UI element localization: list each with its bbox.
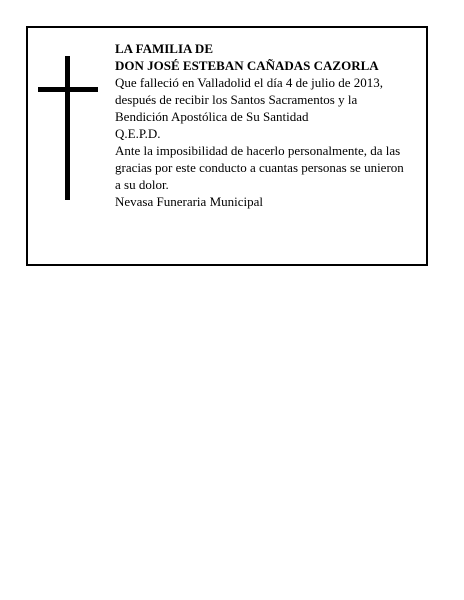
notice-body-line: después de recibir los Santos Sacramentos y la	[115, 92, 358, 107]
notice-heading-deceased-name: DON JOSÉ ESTEBAN CAÑADAS CAZORLA	[115, 58, 379, 73]
notice-body-line: Que falleció en Valladolid el día 4 de julio de 2013,	[115, 75, 383, 90]
notice-body-line: gracias por este conducto a cuantas personas se unieron	[115, 160, 404, 175]
obituary-notice	[26, 26, 428, 266]
notice-body-line: Ante la imposibilidad de hacerlo personalmente, da las	[115, 143, 401, 158]
latin-cross-icon	[38, 56, 98, 200]
notice-qepd: Q.E.P.D.	[115, 126, 161, 141]
cross-vertical-bar	[65, 56, 70, 200]
notice-funeral-home: Nevasa Funeraria Municipal	[115, 194, 264, 209]
notice-heading-family: LA FAMILIA DE	[115, 41, 213, 56]
notice-body-line: Bendición Apostólica de Su Santidad	[115, 109, 309, 124]
notice-text	[115, 40, 420, 210]
cross-horizontal-bar	[38, 87, 98, 92]
notice-body-line: a su dolor.	[115, 177, 169, 192]
